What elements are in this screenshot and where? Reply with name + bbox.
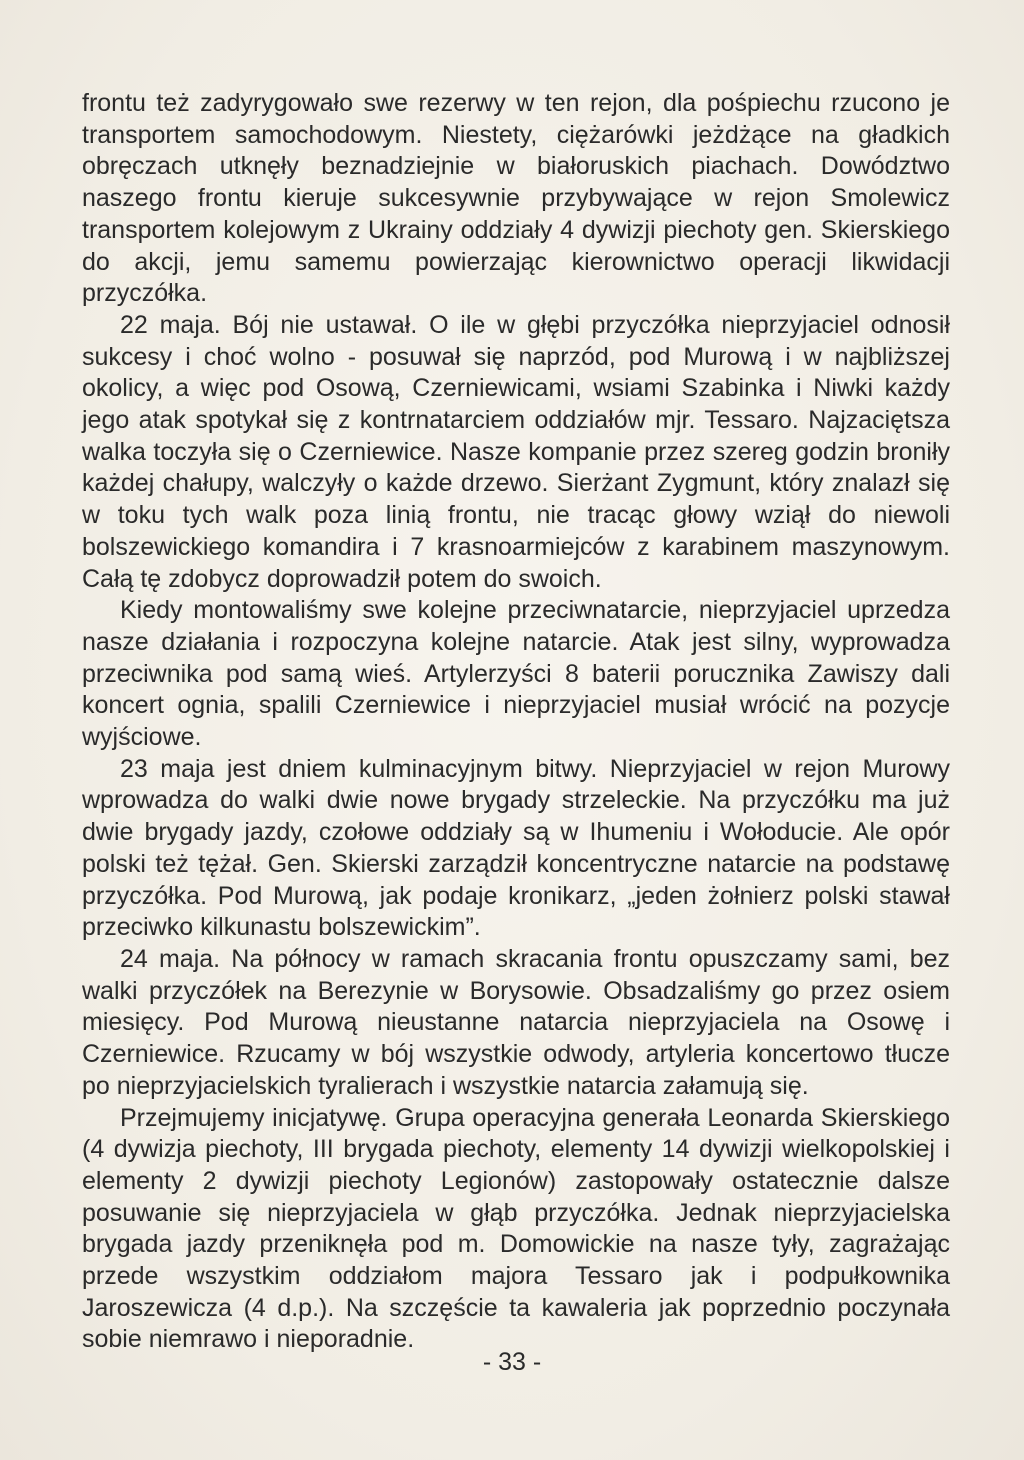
paragraph-3: Kiedy montowaliśmy swe kolejne przeciwnatarcie, nieprzyjaciel uprzedza nasze działania i rozpoczyna kolejne natarcie. Atak jest silny, wyprowadza przeciwnika pod samą wieś. Artylerzyści 8 baterii porucznika Zawiszy dali koncert ognia, spalili Czerniewice i nieprzyjaciel musiał wrócić na pozycje wyjściowe.	[82, 596, 950, 752]
paragraph-4: 23 maja jest dniem kulminacyjnym bitwy. Nieprzyjaciel w rejon Murowy wprowadza do walki dwie nowe brygady strzeleckie. Na przyczółku ma już dwie brygady jazdy, czołowe oddziały są w Ihumeniu i Wołoducie. Ale opór polski też tężał. Gen. Skierski zarządził koncentryczne natarcie na podstawę przyczółka. Pod Murową, jak podaje kronikarz, „jeden żołnierz polski stawał przeciwko kilkunastu bolszewickim”.	[82, 754, 950, 942]
paragraph-1: frontu też zadyrygowało swe rezerwy w ten rejon, dla pośpiechu rzucono je transportem samochodowym. Niestety, ciężarówki jeżdżące na gładkich obręczach utknęły beznadziejnie w białoruskich piachach. Dowództwo naszego frontu kieruje sukcesywnie przybywające w rejon Smolewicz transportem kolejowym z Ukrainy oddziały 4 dywizji piechoty gen. Skierskiego do akcji, jemu samemu powierzając kierownictwo operacji likwidacji przyczółka.	[82, 89, 950, 308]
paragraph-6: Przejmujemy inicjatywę. Grupa operacyjna generała Leonarda Skierskiego (4 dywizja piechoty, III brygada piechoty, elementy 14 dywizji wielkopolskiej i elementy 2 dywizji piechoty Legionów) zastopowały ostatecznie dalsze posuwanie się nieprzyjaciela w głąb przyczółka. Jednak nieprzyjacielska brygada jazdy przeniknęła pod m. Domowickie na nasze tyły, zagrażając przede wszystkim oddziałom majora Tessaro jak i podpułkownika Jaroszewicza (4 d.p.). Na szczęście ta kawaleria jak poprzednio poczynała sobie niemrawo i nieporadnie.	[82, 1103, 950, 1354]
paragraph-2: 22 maja. Bój nie ustawał. O ile w głębi przyczółka nieprzyjaciel odnosił sukcesy i choć wolno - posuwał się naprzód, pod Murową i w najbliższej okolicy, a więc pod Osową, Czerniewicami, wsiami Szabinka i Niwki każdy jego atak spotykał się z kontrnatarciem oddziałów mjr. Tessaro. Najzaciętsza walka toczyła się o Czerniewice. Nasze kompanie przez szereg godzin broniły każdej chałupy, walczyły o każde drzewo. Sierżant Zygmunt, który znalazł się w toku tych walk poza linią frontu, nie tracąc głowy wziął do niewoli bolszewickiego komandira i 7 krasnoarmiejców z karabinem maszynowym. Całą tę zdobycz doprowadził potem do swoich.	[82, 310, 950, 593]
page-number: - 33 -	[482, 1348, 542, 1376]
body-text	[82, 88, 950, 1356]
paragraph-5: 24 maja. Na północy w ramach skracania frontu opuszczamy sami, bez walki przyczółek na Berezynie w Borysowie. Obsadzaliśmy go przez osiem miesięcy. Pod Murową nieustanne natarcia nieprzyjaciela na Osowę i Czerniewice. Rzucamy w bój wszystkie odwody, artyleria koncertowo tłucze po nieprzyjacielskich tyralierach i wszystkie natarcia załamują się.	[82, 944, 950, 1100]
